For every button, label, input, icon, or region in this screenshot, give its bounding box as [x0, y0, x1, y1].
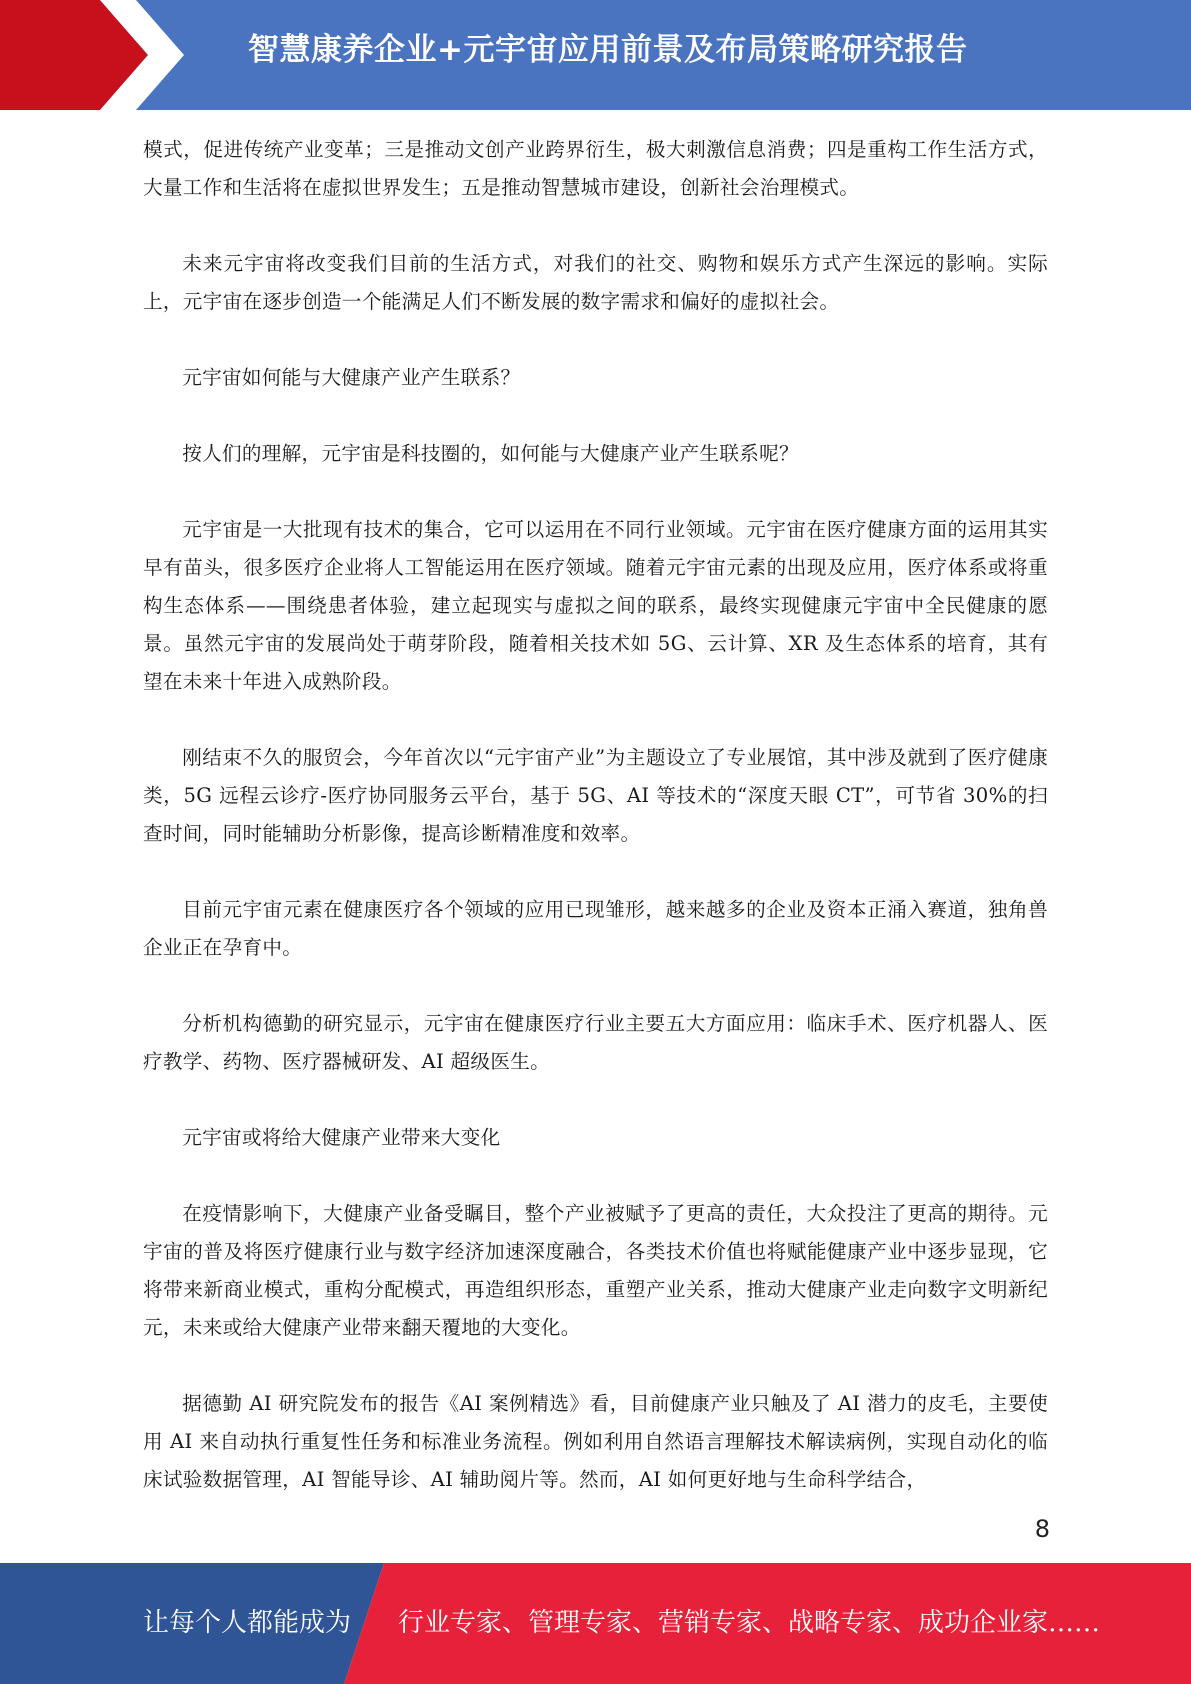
paragraph: 模式，促进传统产业变革；三是推动文创产业跨界衍生，极大刺激信息消费；四是重构工作生活方式，大量工作和生活将在虚拟世界发生；五是推动智慧城市建设，创新社会治理模式。 [143, 138, 1048, 199]
section-heading: 元宇宙或将给大健康产业带来大变化 [182, 1126, 501, 1149]
header-banner [0, 0, 1191, 110]
paragraph: 刚结束不久的服贸会，今年首次以“元宇宙产业”为主题设立了专业展馆，其中涉及就到了医疗健康类，5G 远程云诊疗-医疗协同服务云平台，基于 5G、AI 等技术的“深度天眼 CT”，可节省 30%的扫查时间，同时能辅助分析影像，提高诊断精准度和效率。 [143, 746, 1048, 845]
footer-slogan-right: 行业专家、管理专家、营销专家、战略专家、成功企业家…… [398, 1608, 1101, 1638]
paragraph: 目前元宇宙元素在健康医疗各个领域的应用已现雏形，越来越多的企业及资本正涌入赛道，独角兽企业正在孕育中。 [143, 898, 1048, 959]
section-heading: 元宇宙如何能与大健康产业产生联系？ [182, 366, 521, 389]
paragraph: 未来元宇宙将改变我们目前的生活方式，对我们的社交、购物和娱乐方式产生深远的影响。实际上，元宇宙在逐步创造一个能满足人们不断发展的数字需求和偏好的虚拟社会。 [143, 252, 1048, 313]
footer-banner [0, 1563, 1191, 1684]
paragraph: 元宇宙是一大批现有技术的集合，它可以运用在不同行业领域。元宇宙在医疗健康方面的运用其实早有苗头，很多医疗企业将人工智能运用在医疗领域。随着元宇宙元素的出现及应用，医疗体系或将重构生态体系——围绕患者体验，建立起现实与虚拟之间的联系，最终实现健康元宇宙中全民健康的愿景。虽然元宇宙的发展尚处于萌芽阶段，随着相关技术如 5G、云计算、XR 及生态体系的培育，其有望在未来十年进入成熟阶段。 [143, 518, 1048, 693]
body-text [143, 131, 1048, 1537]
footer-slogan-left: 让每个人都能成为 [143, 1608, 352, 1638]
document-title: 智慧康养企业+元宇宙应用前景及布局策略研究报告 [248, 32, 968, 68]
paragraph: 按人们的理解，元宇宙是科技圈的，如何能与大健康产业产生联系呢？ [182, 442, 799, 465]
paragraph: 据德勤 AI 研究院发布的报告《AI 案例精选》看，目前健康产业只触及了 AI 潜力的皮毛，主要使用 AI 来自动执行重复性任务和标准业务流程。例如利用自然语言理解技术解读病例，实现自动化的临床试验数据管理，AI 智能导诊、AI 辅助阅片等。然而，AI 如何更好地与生命科学结合， [143, 1392, 1048, 1491]
paragraph: 在疫情影响下，大健康产业备受瞩目，整个产业被赋予了更高的责任，大众投注了更高的期待。元宇宙的普及将医疗健康行业与数字经济加速深度融合，各类技术价值也将赋能健康产业中逐步显现，它将带来新商业模式，重构分配模式，再造组织形态，重塑产业关系，推动大健康产业走向数字文明新纪元，未来或给大健康产业带来翻天覆地的大变化。 [143, 1202, 1048, 1339]
paragraph: 分析机构德勤的研究显示，元宇宙在健康医疗行业主要五大方面应用：临床手术、医疗机器人、医疗教学、药物、医疗器械研发、AI 超级医生。 [143, 1012, 1048, 1073]
page-number: 8 [1034, 1515, 1050, 1543]
